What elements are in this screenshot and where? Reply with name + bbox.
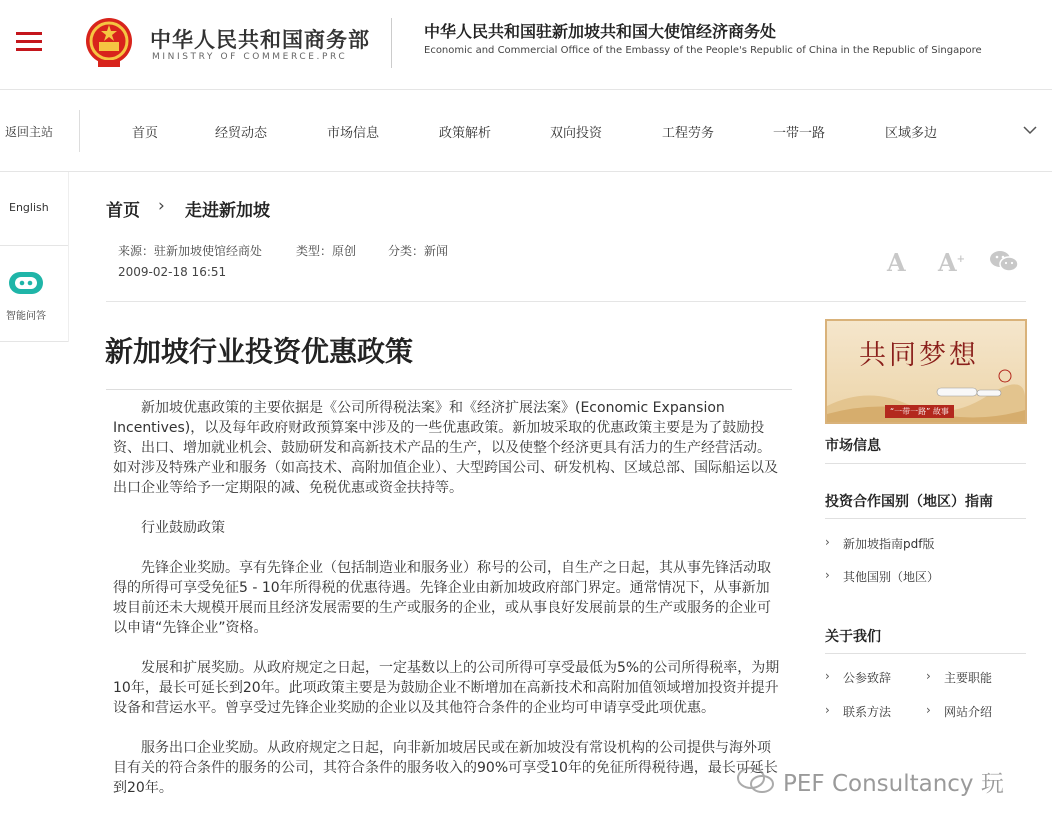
title-divider <box>106 389 792 390</box>
font-increase-label: A <box>938 248 957 277</box>
chevron-right-icon: › <box>926 669 931 683</box>
font-decrease-button[interactable] <box>887 248 906 277</box>
guide-link-other[interactable]: 其他国别（地区） <box>843 570 940 584</box>
market-info-heading[interactable]: 市场信息 <box>825 438 881 454</box>
wechat-share-icon[interactable] <box>989 249 1019 273</box>
meta-category: 分类：新闻 <box>388 244 449 258</box>
sidebar-border <box>68 172 69 342</box>
sidebar-divider <box>0 245 68 246</box>
right-divider <box>825 653 1026 654</box>
meta-divider <box>106 301 1026 302</box>
banner-title: 共同梦想 <box>859 340 979 371</box>
meta-date: 2009-02-18 16:51 <box>118 265 227 279</box>
article-paragraph: 服务出口企业奖励。从政府规定之日起，向非新加坡居民或在新加坡没有常设机构的公司提供与海外项目有关的符合条件的服务的公司，其符合条件的服务收入的90%可享受10年的免征所得税待遇，最长可延长到20年。 <box>113 740 778 796</box>
guide-heading[interactable]: 投资合作国别（地区）指南 <box>825 494 993 510</box>
font-increase-button[interactable] <box>938 248 965 277</box>
font-decrease-label: A <box>887 248 906 277</box>
about-link-site-intro[interactable]: 网站介绍 <box>944 705 993 719</box>
sidebar-english-link[interactable]: English <box>9 201 49 214</box>
nav-return-home[interactable]: 返回主站 <box>5 125 54 139</box>
watermark-text: PEF Consultancy 玩 <box>783 771 1004 797</box>
nav-item-market-info[interactable]: 市场信息 <box>327 126 380 141</box>
belt-road-story-banner[interactable] <box>825 319 1027 424</box>
chevron-right-icon: › <box>825 568 830 582</box>
breadcrumb-separator: › <box>158 196 165 216</box>
article-paragraph: 新加坡优惠政策的主要依据是《公司所得税法案》和《经济扩展法案》(Economic Expansion Incentives)，以及每年政府财政预算案中涉及的一些优惠政策。新加坡采取的优惠政策主要是为了鼓励投资、出口、增加就业机会、鼓励研发和高新技术产品的生产，以及使整个经济更具有活力的生产经营活动。如对涉及特殊产业和服务（如高技术、高附加值企业）、大型跨国公司、研发机构、区域总部、国际船运以及出口企业等给予一定期限的减、免税优惠或资金扶持等。 <box>113 400 778 496</box>
chatbot-icon[interactable] <box>7 267 45 299</box>
sidebar-assistant-label[interactable]: 智能问答 <box>6 311 46 322</box>
font-increase-plus: + <box>956 254 966 265</box>
article-body <box>113 398 781 818</box>
ministry-name-en: MINISTRY OF COMMERCE.PRC <box>152 52 348 62</box>
nav-item-engineering[interactable]: 工程劳务 <box>662 126 715 141</box>
nav-item-investment[interactable]: 双向投资 <box>550 126 603 141</box>
meta-source: 来源：驻新加坡使馆经商处 <box>118 244 263 258</box>
breadcrumb-current[interactable]: 走进新加坡 <box>185 201 270 221</box>
article-title: 新加坡行业投资优惠政策 <box>105 335 414 368</box>
nav-divider <box>79 110 80 152</box>
chevron-right-icon: › <box>825 535 830 549</box>
national-emblem-icon <box>84 16 134 70</box>
office-name-en: Economic and Commercial Office of the Embassy of the People's Republic of China in the Republic of Singapore <box>424 45 982 56</box>
hamburger-menu-icon[interactable] <box>16 32 42 52</box>
nav-item-regional[interactable]: 区域多边 <box>885 126 938 141</box>
chevron-right-icon: › <box>825 669 830 683</box>
chevron-right-icon: › <box>825 703 830 717</box>
site-header <box>0 0 1052 90</box>
banner-badge: “一带一路” 故事 <box>885 405 954 418</box>
about-link-contact[interactable]: 联系方法 <box>843 705 892 719</box>
guide-link-pdf[interactable]: 新加坡指南pdf版 <box>843 537 935 551</box>
office-name-cn: 中华人民共和国驻新加坡共和国大使馆经济商务处 <box>424 22 777 41</box>
chevron-down-icon[interactable] <box>1022 122 1038 138</box>
main-nav <box>0 90 1052 172</box>
about-link-functions[interactable]: 主要职能 <box>944 671 993 685</box>
article-paragraph: 发展和扩展奖励。从政府规定之日起，一定基数以上的公司所得可享受最低为5%的公司所得税率，为期10年，最长可延长到20年。此项政策主要是为鼓励企业不断增加在高新技术和高附加值领域增加投资并提升设备和营运水平。曾享受过先锋企业奖励的企业以及其他符合条件的企业均可申请享受此项优惠。 <box>113 660 780 716</box>
ministry-name-cn: 中华人民共和国商务部 <box>150 28 370 52</box>
article-paragraph: 先锋企业奖励。享有先锋企业（包括制造业和服务业）称号的公司，自生产之日起，其从事先锋活动取得的所得可享受免征5 - 10年所得税的优惠待遇。先锋企业由新加坡政府部门界定。通常情况下，从事新加坡目前还未大规模开展而且经济发展需要的生产或服务的企业，或从事良好发展前景的生产或服务的企业可以申请“先锋企业”资格。 <box>113 560 771 636</box>
about-heading: 关于我们 <box>825 629 881 645</box>
breadcrumb-home[interactable]: 首页 <box>106 201 140 221</box>
chevron-right-icon: › <box>926 703 931 717</box>
header-divider <box>391 18 392 68</box>
nav-item-trade-news[interactable]: 经贸动态 <box>215 126 268 141</box>
about-link-speech[interactable]: 公参致辞 <box>843 671 892 685</box>
article-section-heading: 行业鼓励政策 <box>141 520 225 536</box>
nav-item-policy[interactable]: 政策解析 <box>439 126 492 141</box>
nav-item-home[interactable]: 首页 <box>132 126 159 141</box>
watermark-wechat-icon <box>736 765 776 795</box>
sidebar-divider <box>0 341 68 342</box>
right-divider <box>825 463 1026 464</box>
nav-item-belt-road[interactable]: 一带一路 <box>773 126 826 141</box>
meta-type: 类型：原创 <box>296 244 357 258</box>
right-divider <box>825 518 1026 519</box>
